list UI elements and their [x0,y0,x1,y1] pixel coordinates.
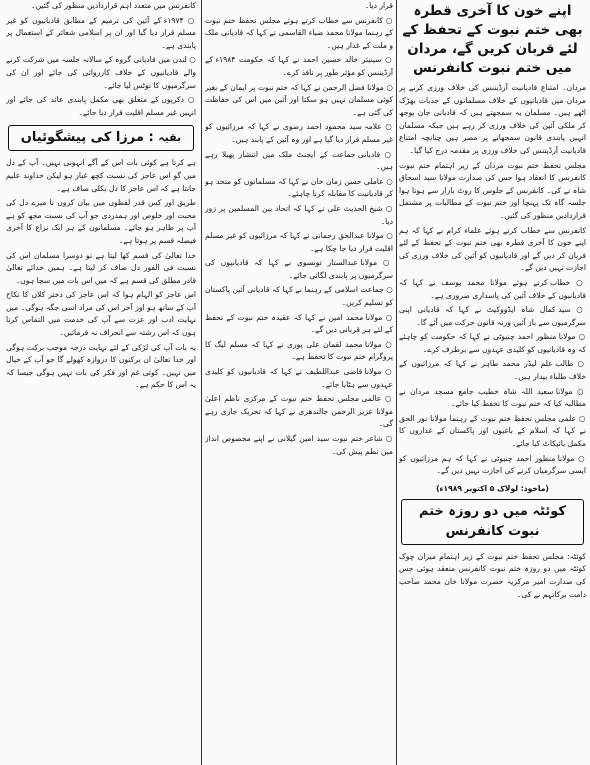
bullet-item: ○ ۱۹۷۴ء کے آئین کی ترمیم کے مطابق قادیانیوں کو غیر مسلم قرار دیا گیا اور ان پر اسلامی شعائر کے استعمال پر پابندی ہے۔ [6,15,196,50]
bullet-dot: ○ [383,82,393,92]
bullet-dot: ○ [573,359,586,369]
paragraph: طریق اور کس قدر لفظوں میں بیان کروں تا میرے دل کی محبت اور خلوص اور ہمدردی جو آپ کی نسبت مجھ کو ہے آپ پر ظاہر ہو جائے۔ مسلمانوں کے ہر ایک نزاع کا آخری فیصلہ قسم پر ہوتا ہے۔ [6,198,196,245]
bullet-dot: ○ [383,176,393,186]
bullet-item: ○ طالب علم لیڈر محمد طاہر نے کہا کہ مرزائیوں کے خلاف طلباء بیدار ہیں۔ [399,359,586,382]
bullet-item: ○ عاملی حسن زمان خان نے کہا کہ مسلمانوں کو متحد ہو کر قادیانیت کا مقابلہ کرنا چاہئے۔ [205,176,393,199]
bullet-item: ○ علامہ سید محمود احمد رضوی نے کہا کہ مرزائیوں کو غیر مسلم قرار دیا گیا ہے اور وہ آئین کے پابند ہیں۔ [205,122,393,144]
sub-headline: کوئٹہ میں دو روزہ ختم نبوت کانفرنس [419,503,566,539]
paragraph: کوئٹہ: مجلس تحفظ ختم نبوت کے زیر اہتمام میزان چوک کوئٹہ میں دو روزہ ختم نبوت کانفرنس منعقد ہوئی جس کی صدارت امیر مرکزیہ حضرت مولانا خان محمد صاحب دامت برکاتہم نے کی۔ [399,551,586,599]
bullet-dot: ○ [381,339,393,349]
bullet-item: ○ مولانا قاضی عبداللطیف نے کہا کہ قادیانیوں کو کلیدی عہدوں سے ہٹایا جائے۔ [205,367,393,389]
bullet-dot: ○ [570,305,586,315]
continuation-header-box: بقیہ : مرزا کی پیشگوئیاں [8,125,194,151]
sub-headline-box [401,499,584,545]
bullet-dot: ○ [575,332,586,342]
bullet-item: ○ شیخ الحدیث علی نے کہا کہ اتحاد بین المسلمین پر زور دیا۔ [205,203,393,226]
paragraph: قرار دیا۔ [364,1,393,10]
bullet-item: ○ عالمی مجلس تحفظ ختم نبوت کے مرکزی ناظم اعلیٰ مولانا عزیز الرحمن جالندھری نے کہا کہ تحریک جاری رہے گی۔ [205,394,393,429]
bullet-dot: ○ [576,413,586,423]
column-divider [396,0,397,765]
paragraph: کانفرنس میں متعدد اہم قراردادیں منظور کی گئیں۔ [31,1,196,10]
bullet-dot: ○ [184,95,196,105]
continuation-label: بقیہ [158,131,182,145]
bullet-dot: ○ [383,285,393,295]
bullet-dot: ○ [383,231,393,241]
bullet-dot: ○ [382,203,393,213]
bullet-item: ○ علمی مجلس تحفظ ختم نبوت کے رہنما مولانا نور الحق نے کہا کہ اسلام کے باغیوں اور پاکستان کے غداروں کا مکمل بائیکاٹ کیا جائے۔ [399,413,586,449]
bullet-dot: ○ [382,434,393,443]
bullet-dot: ○ [381,122,393,132]
bullet-item: ○ مولانا فضل الرحمن نے کہا کہ ختم نبوت پر ایمان کے بغیر کوئی مسلمان نہیں ہو سکتا اور آئین میں اس کی حفاظت کی گئی ہے۔ [205,82,393,117]
bullet-dot: ○ [377,258,393,268]
bullet-dot: ○ [382,312,393,322]
bullet-dot: ○ [186,55,196,65]
bullet-item: ○ مولانا عبدالحق رحمانی نے کہا کہ مرزائیوں کو غیر مسلم اقلیت قرار دیا جا چکا ہے۔ [205,231,393,253]
bullet-item: ○ شاعر ختم نبوت سید امین گیلانی نے اپنے مخصوص انداز میں نظم پیش کی۔ [205,434,393,456]
bullet-dot: ○ [382,15,393,25]
middle-column [205,0,393,765]
bullet-dot: ○ [572,386,586,396]
bullet-item: ○ سینیئر خالد حسین احمد نے کہا کہ حکومت ۱۹۸۴ء کے آرڈیننس کو مؤثر طور پر نافذ کرے۔ [205,55,393,77]
bullet-item: ○ خطاب کرتے ہوئے مولانا محمد یوسف نے کہا کہ قادیانیوں کے خلاف آئین کی پاسداری ضروری ہے۔ [399,277,586,300]
paragraph: ہے کرتا ہے کوئی بات اس کے آگے انہونی نہیں۔ آپ کے دل میں گو اس عاجز کی نسبت کچھ غبار ہو لیکن خداوند علیم جانتا ہے کہ اس عاجز کا دل بکلی صاف ہے۔ [6,158,196,193]
source-datestamp: (ماخوذ: لولاک ۵ اکتوبر ۱۹۸۹ء) [436,483,549,493]
bullet-item: ○ ذکریوں کے متعلق بھی مکمل پابندی عائد کی جائے اور انہیں غیر مسلم اقلیت قرار دیا جائے۔ [6,95,196,117]
left-column [6,0,196,765]
paragraph: یہ بات آپ کی لڑکی کے لئے نہایت درجہ موجب برکت ہوگی اور خدا تعالیٰ ان برکتوں کا دروازہ کھولے گا جو آپ کے خیال میں نہیں۔ کوئی غم اور فکر کی بات نہیں ہوگی جیسا کہ یہ اس کا حکم ہے۔ [6,342,196,390]
bullet-dot: ○ [574,453,586,463]
bullet-item: ○ مولانا عبدالستار تونسوی نے کہا کہ قادیانیوں کی سرگرمیوں پر پابندی لگائی جائے۔ [205,258,393,280]
bullet-item: ○ مولانا محمد امین نے کہا کہ عقیدہ ختم نبوت کے تحفظ کے لئے ہر قربانی دیں گے۔ [205,312,393,335]
bullet-dot: ○ [183,15,196,25]
bullet-dot: ○ [381,55,393,65]
bullet-dot: ○ [381,367,393,377]
paragraph: خدا تعالیٰ کی قسم کھا لیتا ہے تو دوسرا مسلمان اس کی نسبت فی الفور دل صاف کر لیتا ہے۔ ہمیں خدائے تعالیٰ قادر مطلق کی قسم ہے کہ میں اس بات میں سچا ہوں۔ [6,250,196,285]
bullet-dot: ○ [570,277,586,287]
column-divider [201,0,202,765]
bullet-item: ○ جماعت اسلامی کے رہنما نے کہا کہ قادیانی آئین پاکستان کو تسلیم کریں۔ [205,285,393,308]
bullet-item: ○ کانفرنس سے خطاب کرتے ہوئے مجلس تحفظ ختم نبوت کے رہنما مولانا محمد ضیاء القاسمی نے کہا کہ قادیانی ملک و ملت کے غدار ہیں۔ [205,15,393,50]
bullet-item: ○ مولانا منظور احمد چنیوٹی نے کہا کہ ہم مرزائیوں کو ایسی سرگرمیاں کرنے کی اجازت نہیں دیں گے۔ [399,453,586,476]
right-column [399,0,586,765]
bullet-item: ○ مولانا منظور احمد چنیوٹی نے کہا کہ حکومت کو چاہئے کہ وہ قادیانیوں کو کلیدی عہدوں سے برطرف کرے۔ [399,332,586,354]
bullet-item: ○ مولانا محمد لقمان علی پوری نے کہا کہ مسلم لیگ کا پروگرام ختم نبوت کا تحفظ ہے۔ [205,339,393,362]
bullet-item: ○ سید کمال شاہ ایڈووکیٹ نے کہا کہ قادیانی اپنی سرگرمیوں سے باز آئیں ورنہ قانون حرکت میں آئے گا۔ [399,305,586,327]
paragraph: مردان۔ امتناع قادیانیت آرڈیننس کی خلاف ورزی کرنے پر مردان میں قادیانیوں کے خلاف مسلمانوں کے جذبات بھڑک اٹھے ہیں۔ مسلمان یہ سمجھتے ہیں کہ قادیانی جان بوجھ کر ملکی آئین کی خلاف ورزی کر رہے ہیں جبکہ مسلمان انہیں پابندی قانون سمجھانے پر مصر ہیں چنانچہ امتناع قادیانیت آرڈیننس کی خلاف ورزی پر مقدمہ درج کیا گیا۔ [399,83,586,155]
bullet-dot: ○ [380,149,393,159]
bullet-dot: ○ [381,394,393,404]
paragraph: اس عاجز کو الہام ہوا کہ اس عاجز کی دختر کلاں کا نکاح آپ کے ساتھ ہو اور آخر اس کی مراد اسی جگہ ہوگی۔ میں نہایت ادب اور عزت سے آپ کی خدمت میں التماس کرتا ہوں کہ اس رشتہ سے انحراف نہ فرمائیں۔ [6,290,196,338]
bullet-item: ○ لندن میں قادیانی گروہ کے سالانہ جلسہ میں شرکت کرنے والے قادیانیوں کے خلاف کارروائی کی جائے اور ان کی سرگرمیوں کا نوٹس لیا جائے۔ [6,55,196,90]
bullet-item: ○ مولانا سعید اللہ شاہ خطیب جامع مسجد مردان نے مطالبہ کیا کہ ختم نبوت کا تحفظ کیا جائے۔ [399,386,586,409]
bullet-item: ○ قادیانی جماعت کے ایجنٹ ملک میں انتشار پھیلا رہے ہیں۔ [205,149,393,172]
paragraph: مجلس تحفظ ختم نبوت مردان کے زیر اہتمام ختم نبوت کانفرنس کا انعقاد ہوا جس کی صدارت مولانا سید اسحاق شاہ نے کی۔ کانفرنس کے جلوس کا روٹ بازار سے ہوتا ہوا جلسہ گاہ تک پہنچا اور ختم نبوت کے مطالبات پر مشتمل قراردادیں منظور کی گئیں۔ [399,160,586,220]
continuation-title: مرزا کی پیشگوئیاں [20,130,144,146]
main-headline: اپنے خون کا آخری قطرہ بھی ختم نبوت کے تحفظ کے لئے قربان کریں گے، مردان میں ختم نبوت کانفرنس [402,3,583,76]
paragraph: کانفرنس سے خطاب کرتے ہوئے علماء کرام نے کہا کہ ہم اپنے خون کا آخری قطرہ بھی ختم نبوت کے تحفظ کے لئے قربان کر دیں گے اور قادیانیوں کو آئین کی خلاف ورزی کی اجازت نہیں دیں گے۔ [399,225,586,273]
